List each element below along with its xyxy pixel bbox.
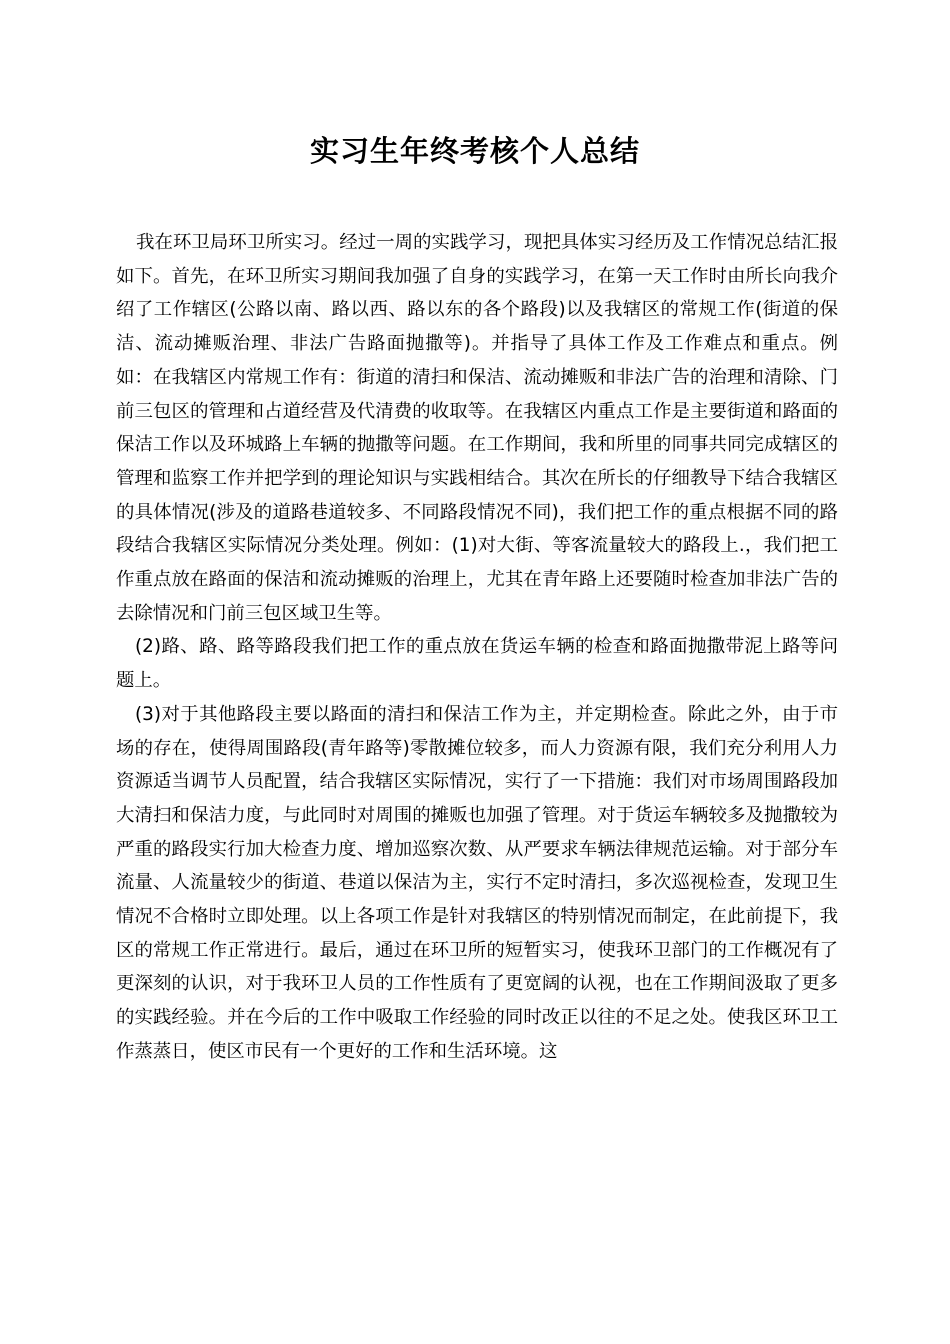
document-title: 实习生年终考核个人总结 (309, 134, 640, 168)
document-body (116, 226, 838, 1069)
paragraph-2: (2)路、路、路等路段我们把工作的重点放在货运车辆的检查和路面抛撒带泥上路等问题上。 (116, 636, 838, 692)
paragraph-1: 我在环卫局环卫所实习。经过一周的实践学习，现把具体实习经历及工作情况总结汇报如下。首先，在环卫所实习期间我加强了自身的实践学习，在第一天工作时由所长向我介绍了工作辖区(公路以南、路以西、路以东的各个路段)以及我辖区的常规工作(街道的保洁、流动摊贩治理、非法广告路面抛撒等)。并指导了具体工作及工作难点和重点。例如：在我辖区内常规工作有：街道的清扫和保洁、流动摊贩和非法广告的治理和清除、门前三包区的管理和占道经营及代清费的收取等。在我辖区内重点工作是主要街道和路面的保洁工作以及环城路上车辆的抛撒等问题。在工作期间，我和所里的同事共同完成辖区的管理和监察工作并把学到的理论知识与实践相结合。其次在所长的仔细教导下结合我辖区的具体情况(涉及的道路巷道较多、不同路段情况不同)，我们把工作的重点根据不同的路段结合我辖区实际情况分类处理。例如：(1)对大街、等客流量较大的路段上.，我们把工作重点放在路面的保洁和流动摊贩的治理上，尤其在青年路上还要随时检查加非法广告的去除情况和门前三包区域卫生等。 (116, 232, 838, 624)
paragraph-3: (3)对于其他路段主要以路面的清扫和保洁工作为主，并定期检查。除此之外，由于市场的存在，使得周围路段(青年路等)零散摊位较多，而人力资源有限，我们充分利用人力资源适当调节人员配置，结合我辖区实际情况，实行了一下措施：我们对市场周围路段加大清扫和保洁力度，与此同时对周围的摊贩也加强了管理。对于货运车辆较多及抛撒较为严重的路段实行加大检查力度、增加巡察次数、从严要求车辆法律规范运输。对于部分车流量、人流量较少的街道、巷道以保洁为主，实行不定时清扫，多次巡视检查，发现卫生情况不合格时立即处理。以上各项工作是针对我辖区的特别情况而制定，在此前提下，我区的常规工作正常进行。最后，通过在环卫所的短暂实习，使我环卫部门的工作概况有了更深刻的认识，对于我环卫人员的工作性质有了更宽阔的认视，也在工作期间汲取了更多的实践经验。并在今后的工作中吸取工作经验的同时改正以往的不足之处。使我区环卫工作蒸蒸日，使区市民有一个更好的工作和生活环境。这 (116, 703, 838, 1062)
